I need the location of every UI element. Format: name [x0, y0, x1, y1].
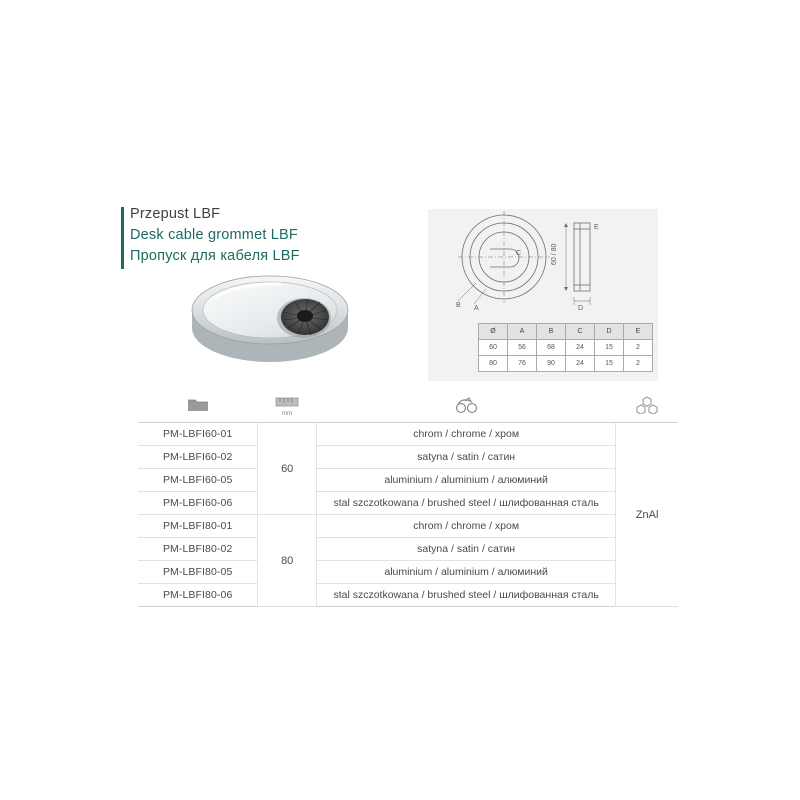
table-row[interactable] [138, 584, 678, 607]
table-row[interactable] [138, 469, 678, 492]
title-polish: Przepust LBF [130, 206, 221, 222]
dim-cell: 90 [537, 356, 566, 372]
dim-cell: 80 [479, 356, 508, 372]
table-row[interactable] [138, 561, 678, 584]
drawing-label-e: E [594, 224, 599, 231]
title-english: Desk cable grommet LBF [130, 227, 298, 243]
dim-cell: 68 [537, 340, 566, 356]
cell-material: ZnAl [616, 423, 678, 607]
cell-finish: chrom / chrome / хром [317, 515, 616, 538]
dim-cell: 60 [479, 340, 508, 356]
dim-header-0: Ø [479, 324, 508, 340]
drawing-label-c: C [516, 250, 522, 257]
column-header-code [138, 392, 258, 422]
cell-finish: chrom / chrome / хром [317, 423, 616, 446]
table-row[interactable] [138, 423, 678, 446]
table-row[interactable] [138, 446, 678, 469]
dim-cell: 2 [624, 340, 653, 356]
ruler-icon [274, 396, 300, 418]
cell-code: PM-LBFI80-06 [138, 584, 258, 607]
dim-cell: 15 [595, 340, 624, 356]
cell-finish: stal szczotkowana / brushed steel / шлифованная сталь [317, 492, 616, 515]
dimension-table-row [479, 356, 653, 372]
cell-code: PM-LBFI60-05 [138, 469, 258, 492]
drawing-label-depth: 60 / 80 [551, 243, 558, 265]
dimension-table [478, 323, 653, 372]
dim-cell: 15 [595, 356, 624, 372]
cell-code: PM-LBFI60-01 [138, 423, 258, 446]
table-row[interactable] [138, 515, 678, 538]
column-header-finish [316, 392, 616, 422]
cell-finish: aluminium / aluminium / алюминий [317, 561, 616, 584]
size-unit-label: mm [281, 410, 293, 417]
dim-header-1: A [508, 324, 537, 340]
cell-finish: aluminium / aluminium / алюминий [317, 469, 616, 492]
dim-cell: 24 [566, 356, 595, 372]
column-header-size [258, 392, 316, 422]
cell-finish: satyna / satin / сатин [317, 538, 616, 561]
specification-area [138, 392, 678, 607]
dimension-table-header-row [479, 324, 653, 340]
finish-icon [453, 396, 479, 419]
cell-finish: satyna / satin / сатин [317, 446, 616, 469]
title-accent-bar [121, 207, 124, 269]
cell-finish: stal szczotkowana / brushed steel / шлифованная сталь [317, 584, 616, 607]
specification-icon-row [138, 392, 678, 423]
column-header-material [616, 392, 678, 422]
cell-code: PM-LBFI80-01 [138, 515, 258, 538]
drawing-label-b: B [456, 302, 461, 309]
cell-size: 80 [258, 515, 317, 607]
product-photo-illustration [170, 258, 370, 378]
drawing-label-d: D [578, 305, 584, 312]
cell-code: PM-LBFI60-06 [138, 492, 258, 515]
dim-cell: 24 [566, 340, 595, 356]
drawing-label-a: A [474, 305, 479, 312]
cell-code: PM-LBFI60-02 [138, 446, 258, 469]
dimension-table-row [479, 340, 653, 356]
dim-header-2: B [537, 324, 566, 340]
product-photo [170, 258, 370, 378]
cell-code: PM-LBFI80-05 [138, 561, 258, 584]
dim-cell: 56 [508, 340, 537, 356]
specification-table [138, 423, 678, 607]
dim-cell: 2 [624, 356, 653, 372]
dim-header-3: C [566, 324, 595, 340]
dim-header-4: D [595, 324, 624, 340]
cell-code: PM-LBFI80-02 [138, 538, 258, 561]
title-russian: Пропуск для кабеля LBF [130, 248, 300, 264]
material-cubes-icon [636, 396, 658, 419]
cell-size: 60 [258, 423, 317, 515]
dim-cell: 76 [508, 356, 537, 372]
table-row[interactable] [138, 538, 678, 561]
dim-header-5: E [624, 324, 653, 340]
table-row[interactable] [138, 492, 678, 515]
folder-icon [187, 397, 209, 418]
